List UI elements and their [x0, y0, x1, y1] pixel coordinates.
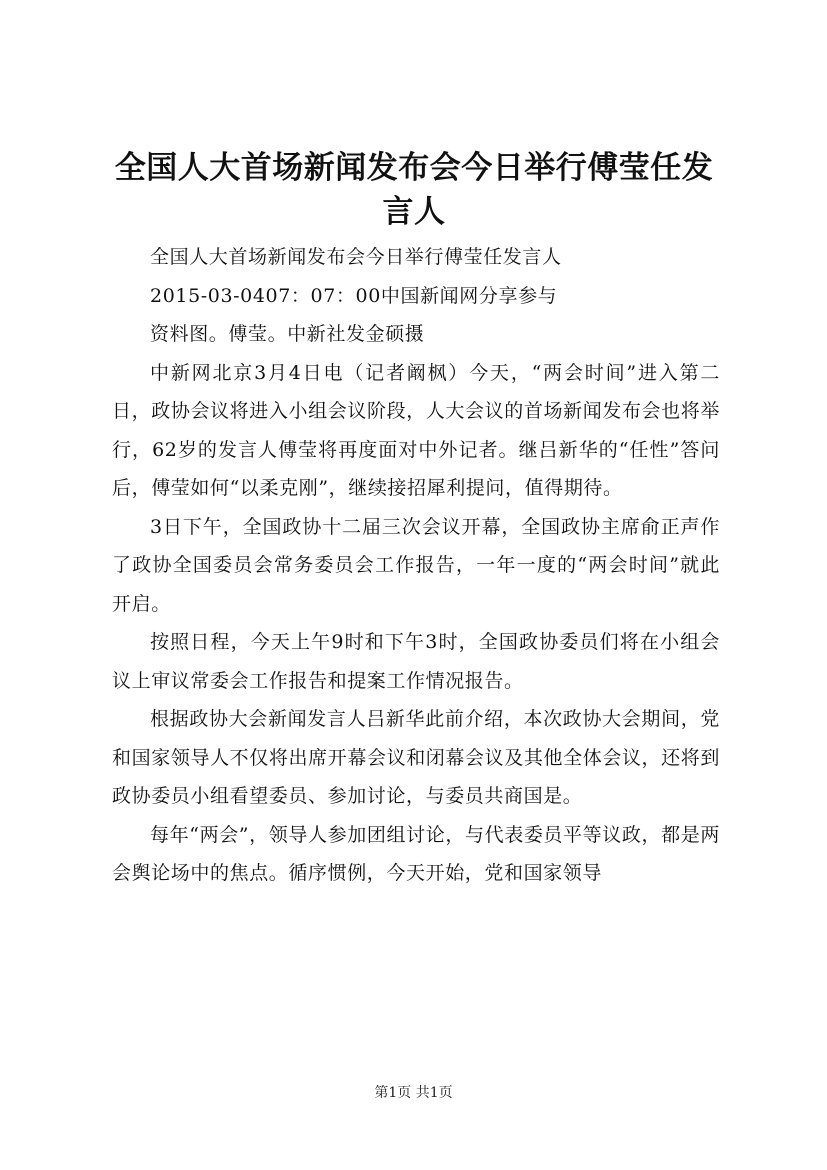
document-body: [112, 238, 720, 893]
paragraph: 根据政协大会新闻发言人吕新华此前介绍，本次政协大会期间，党和国家领导人不仅将出席开幕会议和闭幕会议及其他全体会议，还将到政协委员小组看望委员、参加讨论，与委员共商国是。: [112, 708, 720, 807]
paragraph: 3日下午，全国政协十二届三次会议开幕，全国政协主席俞正声作了政协全国委员会常务委员会工作报告，一年一度的“两会时间”就此开启。: [112, 515, 720, 615]
paragraph: 中新网北京3月4日电（记者阚枫）今天，“两会时间”进入第二日，政协会议将进入小组会议阶段，人大会议的首场新闻发布会也将举行，62岁的发言人傅莹将再度面对中外记者。继吕新华的“任性”答问后，傅莹如何“以柔克刚”，继续接招犀利提问，值得期待。: [112, 361, 720, 499]
page-footer: 第1页 共1页: [374, 1085, 453, 1101]
paragraph: 按照日程，今天上午9时和下午3时，全国政协委员们将在小组会议上审议常委会工作报告和提案工作情况报告。: [112, 631, 720, 692]
document-title: 全国人大首场新闻发布会今日举行傅莹任发言人: [114, 150, 714, 230]
paragraph-headline: 全国人大首场新闻发布会今日举行傅莹任发言人: [150, 246, 562, 268]
paragraph-dateline: 2015-03-0407：07：00中国新闻网分享参与: [150, 284, 558, 307]
paragraph: 每年“两会”，领导人参加团组讨论，与代表委员平等议政，都是两会舆论场中的焦点。循序惯例，今天开始，党和国家领导: [112, 823, 720, 884]
paragraph-photo-caption: 资料图。傅莹。中新社发金硕摄: [150, 323, 425, 345]
